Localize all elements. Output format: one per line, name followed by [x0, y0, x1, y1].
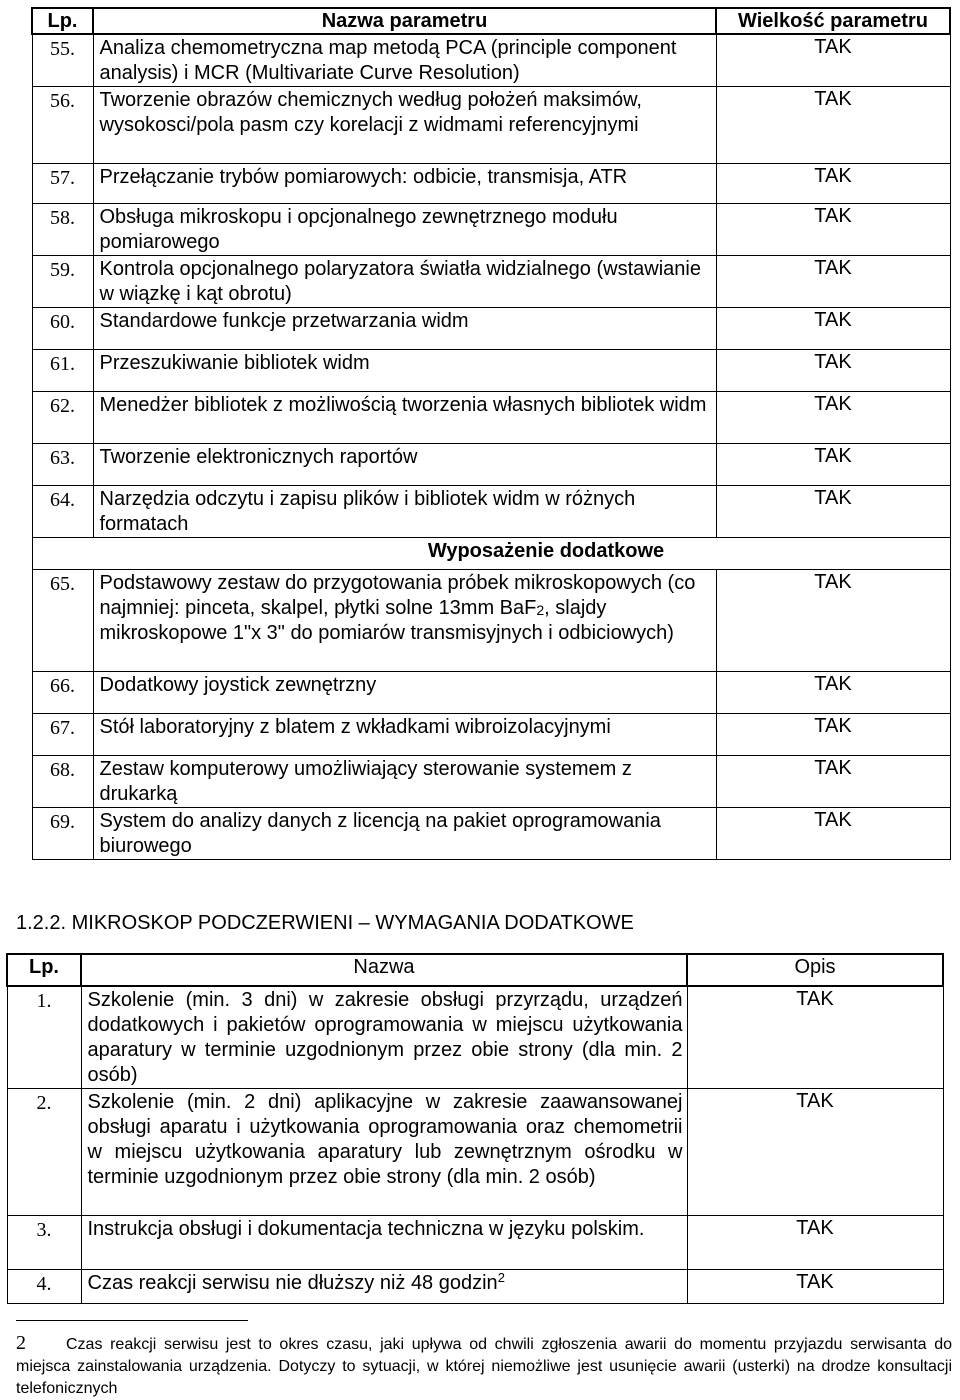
row-text: Narzędzia odczytu i zapisu plików i bibliotek widm w różnych formatach [93, 486, 716, 538]
footnote-number: 2 [16, 1332, 26, 1354]
row-text: Tworzenie elektronicznych raportów [93, 444, 716, 486]
table-row [32, 570, 950, 672]
row-text: Szkolenie (min. 2 dni) aplikacyjne w zakresie zaawansowanej obsługi aparatu i użytkowania oprogramowania oraz chemometrii w miejscu użytkowania aparatury lub zewnętrznym ośrodku w terminie uzgodnionym przez obie strony (dla min. 2 osób) [81, 1089, 687, 1216]
table-row [32, 714, 950, 756]
footnote-text: Czas reakcji serwisu jest to okres czasu, jaki upływa od chwili zgłoszenia awarii do momentu przyjazdu serwisanta do miejsca zainstalowania urządzenia. Dotyczy to sytuacji, w której niemożliwe jest usunięcie awarii (usterki) na drodze konsultacji telefonicznych [16, 1336, 952, 1397]
row-value: TAK [716, 164, 950, 204]
row-value: TAK [716, 392, 950, 444]
row-text-part: Podstawowy zestaw do przygotowania próbek mikroskopowych (co najmniej: pinceta, skalpel, płytki solne 13mm BaF [99, 572, 696, 619]
row-text: Instrukcja obsługi i dokumentacja techniczna w języku polskim. [81, 1216, 687, 1270]
requirements-table-header [7, 954, 943, 986]
row-number: 62. [32, 392, 93, 444]
row-number: 3. [7, 1216, 81, 1270]
row-value: TAK [716, 486, 950, 538]
row-value: TAK [716, 672, 950, 714]
row-value: TAK [687, 1089, 943, 1216]
row-number: 69. [32, 808, 93, 860]
footnote-reference: 2 [497, 1270, 505, 1285]
row-value: TAK [716, 256, 950, 308]
table-row [7, 1089, 943, 1216]
table-row [32, 34, 950, 87]
header-name: Nazwa [81, 954, 687, 986]
row-text: Przełączanie trybów pomiarowych: odbicie, transmisja, ATR [93, 164, 716, 204]
row-value: TAK [716, 308, 950, 350]
row-value: TAK [687, 1270, 943, 1304]
table-row [32, 392, 950, 444]
row-text: Zestaw komputerowy umożliwiający sterowanie systemem z drukarką [93, 756, 716, 808]
table-row [32, 756, 950, 808]
section-row [32, 538, 950, 570]
table-row [32, 256, 950, 308]
row-text: Tworzenie obrazów chemicznych według położeń maksimów, wysokosci/pola pasm czy korelacji z widmami referencyjnymi [93, 87, 716, 164]
row-value: TAK [687, 1216, 943, 1270]
row-number: 63. [32, 444, 93, 486]
table-row [32, 486, 950, 538]
row-number: 68. [32, 756, 93, 808]
header-parameter-value: Wielkość parametru [716, 8, 950, 34]
table-row [32, 672, 950, 714]
row-text: Dodatkowy joystick zewnętrzny [93, 672, 716, 714]
row-text: Menedżer bibliotek z możliwością tworzenia własnych bibliotek widm [93, 392, 716, 444]
table-row [32, 308, 950, 350]
header-parameter-name: Nazwa parametru [93, 8, 716, 34]
subscript: 2 [536, 602, 545, 618]
row-number: 55. [32, 34, 93, 87]
section-heading: 1.2.2. MIKROSKOP PODCZERWIENI – WYMAGANIA DODATKOWE [16, 912, 634, 934]
row-text-part: , slajdy mikroskopowe 1"x 3" do pomiarów transmisyjnych i odbiciowych) [99, 597, 674, 644]
row-text: Analiza chemometryczna map metodą PCA (principle component analysis) i MCR (Multivariate Curve Resolution) [93, 34, 716, 87]
footnote [16, 1332, 952, 1400]
table-row [7, 986, 943, 1089]
row-number: 65. [32, 570, 93, 672]
row-number: 57. [32, 164, 93, 204]
row-text: Przeszukiwanie bibliotek widm [93, 350, 716, 392]
row-value: TAK [716, 570, 950, 672]
row-text: Kontrola opcjonalnego polaryzatora światła widzialnego (wstawianie w wiązkę i kąt obrotu) [93, 256, 716, 308]
row-value: TAK [716, 350, 950, 392]
row-value: TAK [716, 808, 950, 860]
row-value: TAK [716, 87, 950, 164]
header-description: Opis [687, 954, 943, 986]
row-value: TAK [687, 986, 943, 1089]
header-lp: Lp. [32, 8, 93, 34]
row-number: 58. [32, 204, 93, 256]
row-value: TAK [716, 714, 950, 756]
table-row [32, 164, 950, 204]
section-title: Wyposażenie dodatkowe [32, 538, 950, 570]
row-text: Szkolenie (min. 3 dni) w zakresie obsługi przyrządu, urządzeń dodatkowych i pakietów oprogramowania w miejscu użytkowania aparatury w terminie uzgodnionym przez obie strony (dla min. 2 osób) [81, 986, 687, 1089]
row-text: Standardowe funkcje przetwarzania widm [93, 308, 716, 350]
footnote-divider [16, 1320, 248, 1321]
requirements-table [6, 953, 944, 1304]
row-value: TAK [716, 756, 950, 808]
table-row [7, 1216, 943, 1270]
row-number: 1. [7, 986, 81, 1089]
row-number: 2. [7, 1089, 81, 1216]
parameters-table-header [32, 8, 950, 34]
row-number: 61. [32, 350, 93, 392]
row-text: System do analizy danych z licencją na pakiet oprogramowania biurowego [93, 808, 716, 860]
row-number: 4. [7, 1270, 81, 1304]
table-row [7, 1270, 943, 1304]
row-text: Obsługa mikroskopu i opcjonalnego zewnętrznego modułu pomiarowego [93, 204, 716, 256]
table-row [32, 808, 950, 860]
table-row [32, 444, 950, 486]
row-text: Stół laboratoryjny z blatem z wkładkami wibroizolacyjnymi [93, 714, 716, 756]
row-number: 67. [32, 714, 93, 756]
row-number: 60. [32, 308, 93, 350]
parameters-table [31, 7, 951, 860]
table-row [32, 350, 950, 392]
row-value: TAK [716, 204, 950, 256]
table-row [32, 204, 950, 256]
row-value: TAK [716, 34, 950, 87]
row-number: 64. [32, 486, 93, 538]
row-number: 66. [32, 672, 93, 714]
header-lp: Lp. [7, 954, 81, 986]
row-number: 56. [32, 87, 93, 164]
row-text-part: Czas reakcji serwisu nie dłuższy niż 48 godzin [87, 1272, 498, 1294]
row-text [93, 570, 716, 672]
row-text [81, 1270, 687, 1304]
row-number: 59. [32, 256, 93, 308]
row-value: TAK [716, 444, 950, 486]
table-row [32, 87, 950, 164]
